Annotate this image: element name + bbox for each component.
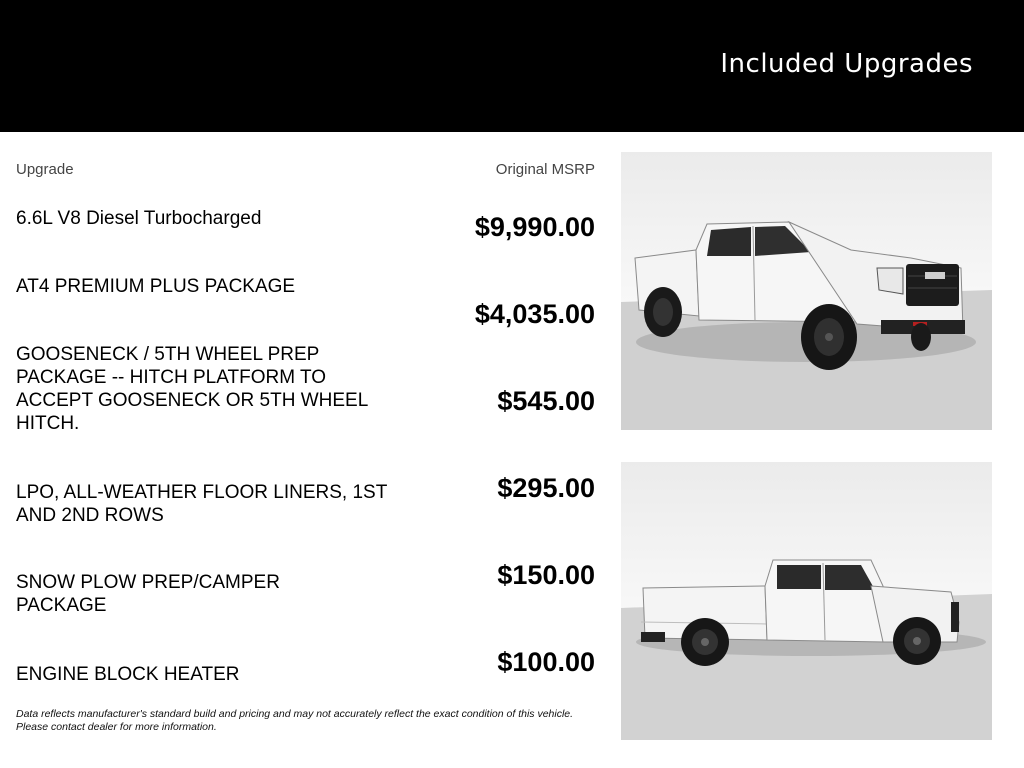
upgrade-price: $9,990.00 — [474, 212, 595, 242]
upgrade-name: LPO, ALL-WEATHER FLOOR LINERS, 1ST AND 2ND ROWS — [16, 482, 387, 526]
disclaimer — [16, 708, 616, 733]
header-bar — [0, 0, 1024, 132]
upgrade-column-header: Upgrade — [16, 161, 74, 178]
disclaimer-line: Please contact dealer for more information. — [16, 720, 217, 733]
truck-photo-side — [621, 462, 992, 740]
truck-photo-front — [621, 152, 992, 430]
page-title: Included Upgrades — [720, 49, 973, 79]
upgrade-name: ENGINE BLOCK HEATER — [16, 664, 240, 685]
msrp-column-header: Original MSRP — [495, 161, 595, 178]
upgrade-name: AT4 PREMIUM PLUS PACKAGE — [16, 276, 296, 297]
upgrade-price: $100.00 — [497, 647, 595, 677]
upgrade-name: GOOSENECK / 5TH WHEEL PREP PACKAGE -- HITCH PLATFORM TO ACCEPT GOOSENECK OR 5TH WHEEL HITCH. — [16, 344, 368, 434]
disclaimer-line: Data reflects manufacturer's standard build and pricing and may not accurately reflect the exact condition of this vehicle. — [16, 708, 574, 720]
upgrade-price: $295.00 — [497, 473, 595, 503]
upgrade-price: $4,035.00 — [474, 299, 595, 329]
upgrade-name: 6.6L V8 Diesel Turbocharged — [16, 208, 262, 229]
upgrade-price: $545.00 — [497, 386, 595, 416]
upgrade-name: SNOW PLOW PREP/CAMPER PACKAGE — [16, 572, 280, 616]
upgrade-price: $150.00 — [497, 560, 595, 590]
